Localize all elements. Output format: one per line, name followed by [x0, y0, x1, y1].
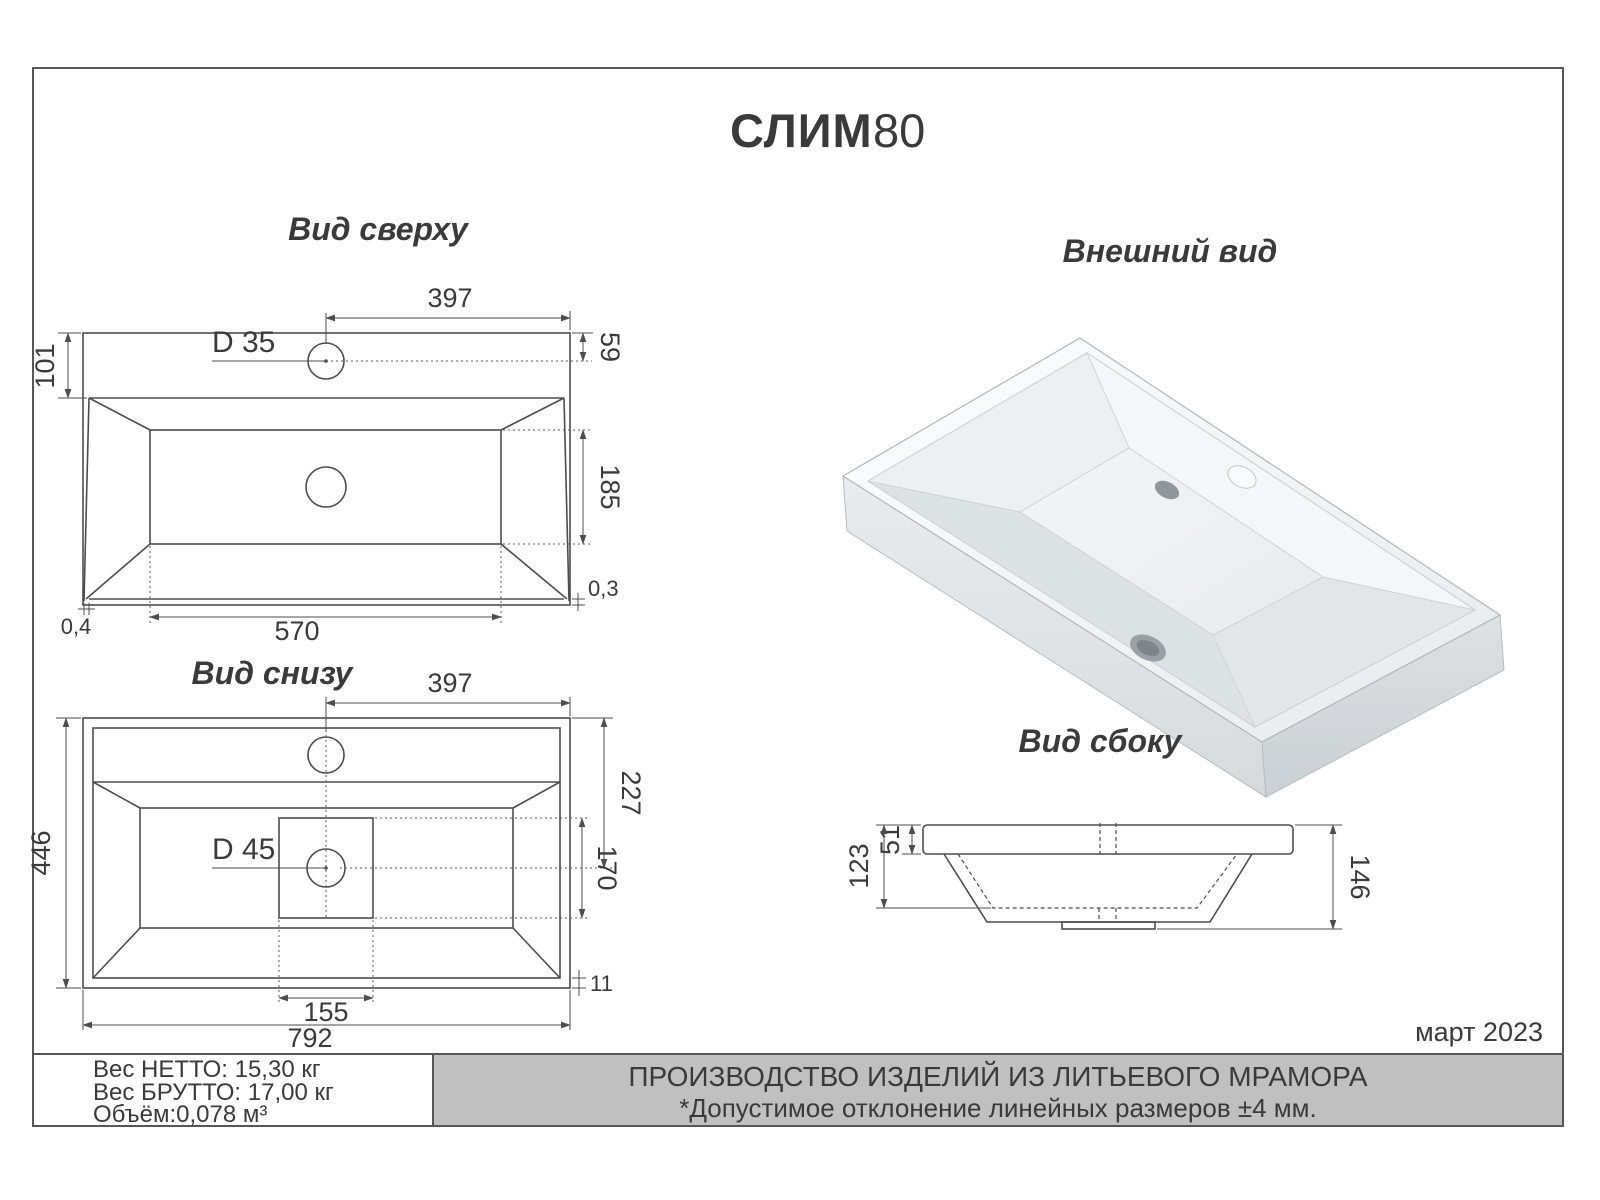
dim-0-3: 0,3 — [588, 576, 619, 601]
top-view-title: Вид сверху — [288, 211, 468, 247]
dim-155: 155 — [303, 997, 349, 1027]
banner-line2: *Допустимое отклонение линейных размеров ±4 мм. — [679, 1093, 1317, 1123]
footer-row — [33, 1054, 1563, 1128]
net-weight-label: Вес НЕТТО: 15,30 кг — [93, 1056, 321, 1083]
dim-59: 59 — [595, 331, 625, 363]
dim-570: 570 — [274, 616, 320, 646]
dim-51: 51 — [875, 824, 905, 856]
dim-d35: D 35 — [212, 326, 276, 359]
dim-d45: D 45 — [212, 833, 276, 866]
gross-weight-label: Вес БРУТТО: 17,00 кг — [93, 1079, 334, 1106]
dim-101: 101 — [30, 343, 60, 389]
dim-11: 11 — [590, 971, 613, 996]
dim-227: 227 — [616, 770, 646, 816]
dim-397-bottom: 397 — [427, 668, 473, 698]
page-title — [730, 104, 925, 157]
dim-123: 123 — [844, 843, 874, 889]
side-view-title: Вид сбоку — [1018, 723, 1182, 759]
external-view-title: Внешний вид — [1062, 233, 1278, 269]
dim-397-top: 397 — [427, 283, 473, 313]
date-label: март 2023 — [1415, 1017, 1543, 1047]
dim-792: 792 — [287, 1023, 333, 1053]
model-name: СЛИМ — [730, 104, 873, 157]
dim-446: 446 — [26, 830, 56, 876]
dim-170: 170 — [592, 845, 622, 891]
volume-label: Объём:0,078 м³ — [93, 1101, 268, 1128]
model-size: 80 — [873, 104, 926, 157]
dim-0-4: 0,4 — [60, 614, 92, 639]
bottom-view-title: Вид снизу — [191, 655, 353, 691]
dim-185: 185 — [595, 464, 625, 510]
banner-line1: ПРОИЗВОДСТВО ИЗДЕЛИЙ ИЗ ЛИТЬЕВОГО МРАМОРА — [628, 1061, 1368, 1092]
dim-146: 146 — [1345, 854, 1375, 900]
